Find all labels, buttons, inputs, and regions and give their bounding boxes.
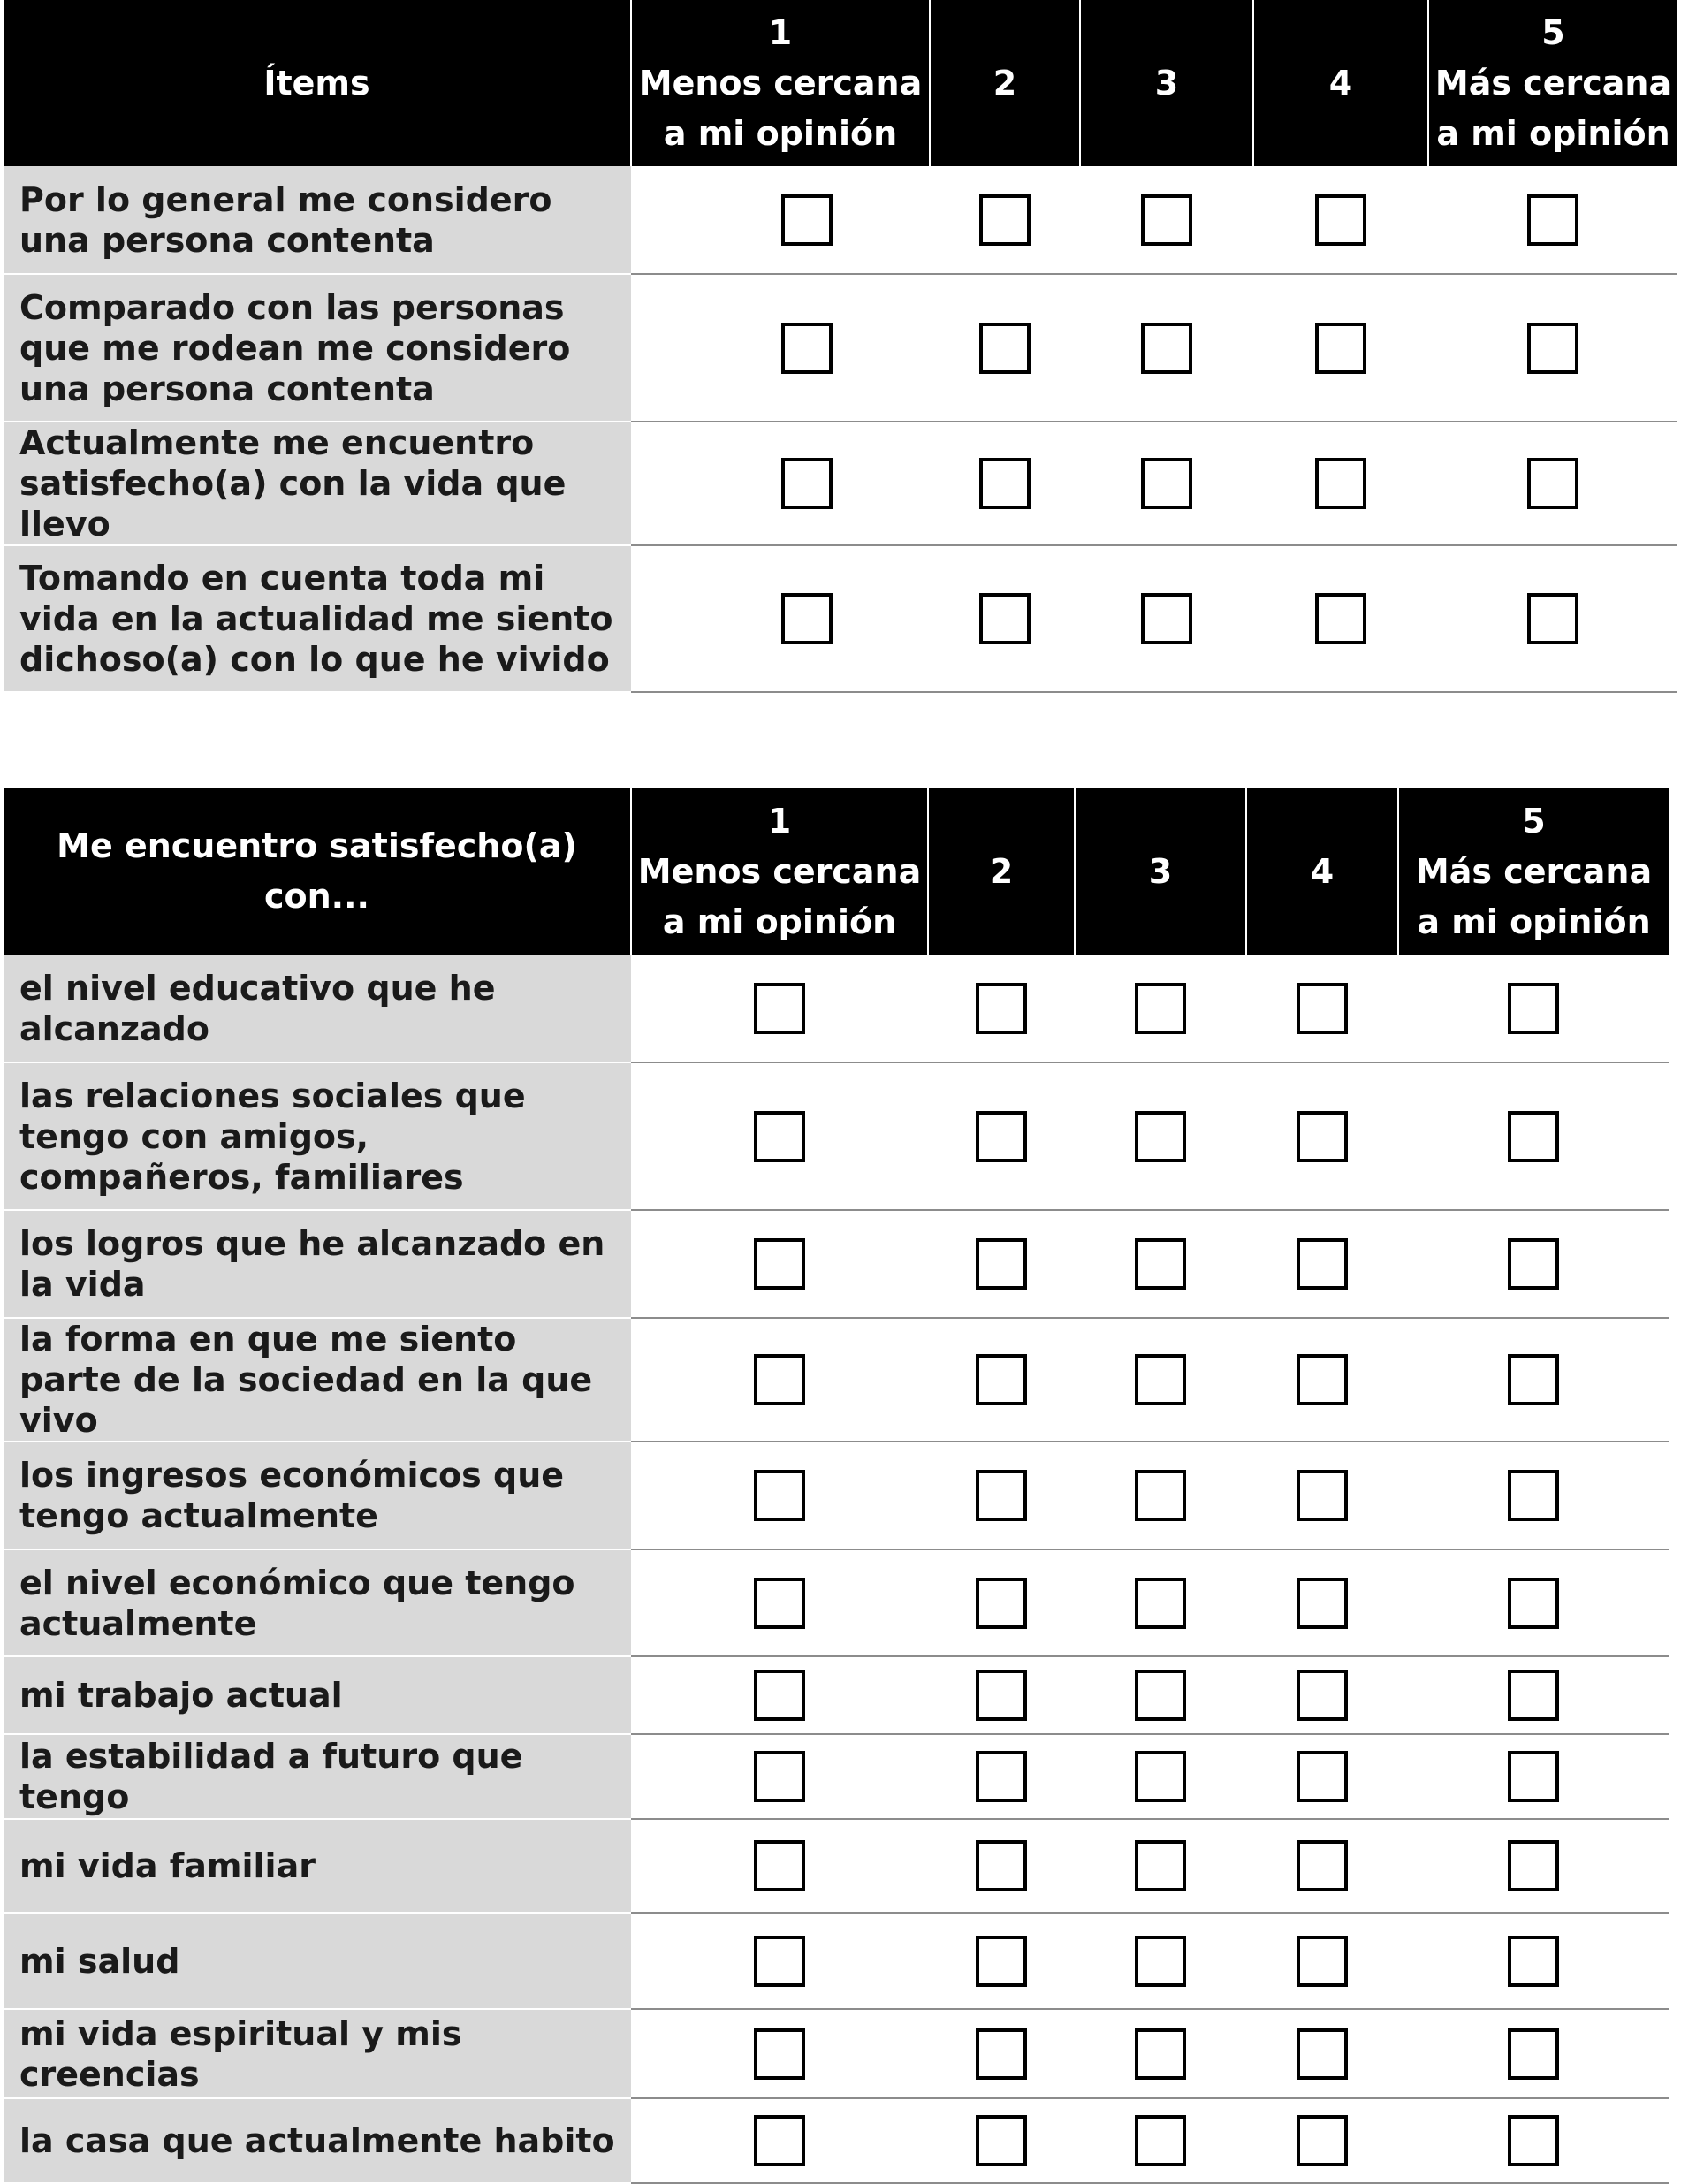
checkbox-4[interactable] xyxy=(1315,458,1366,509)
item-label: mi salud xyxy=(4,1913,631,2009)
checkbox-3[interactable] xyxy=(1135,1238,1186,1290)
checkbox-1[interactable] xyxy=(754,1111,805,1162)
item-label: los ingresos económicos que tengo actualmente xyxy=(4,1442,631,1549)
table-row xyxy=(4,955,1669,1062)
header-scale-4: 4 xyxy=(1246,788,1398,955)
item-label: la estabilidad a futuro que tengo xyxy=(4,1734,631,1819)
checkbox-3[interactable] xyxy=(1135,1670,1186,1721)
checkbox-5[interactable] xyxy=(1508,1670,1559,1721)
scale-1-label-line-2: a mi opinión xyxy=(662,902,897,941)
table-row xyxy=(4,166,1677,274)
checkbox-3[interactable] xyxy=(1135,2028,1186,2080)
checkbox-2[interactable] xyxy=(976,1751,1027,1802)
checkbox-1[interactable] xyxy=(781,458,833,509)
table-row xyxy=(4,1734,1669,1819)
checkbox-5[interactable] xyxy=(1508,1238,1559,1290)
header-scale-1 xyxy=(631,788,928,955)
item-label: los logros que he alcanzado en la vida xyxy=(4,1210,631,1318)
item-label: Tomando en cuenta toda mi vida en la actualidad me siento dichoso(a) con lo que he vivido xyxy=(4,545,631,692)
scale-5-number: 5 xyxy=(1522,801,1546,841)
checkbox-2[interactable] xyxy=(976,1670,1027,1721)
item-label: el nivel económico que tengo actualmente xyxy=(4,1549,631,1656)
checkbox-4[interactable] xyxy=(1297,1470,1348,1521)
checkbox-5[interactable] xyxy=(1527,593,1578,644)
checkbox-4[interactable] xyxy=(1297,1751,1348,1802)
table-row xyxy=(4,1656,1669,1734)
checkbox-5[interactable] xyxy=(1508,2028,1559,2080)
scale-5-number: 5 xyxy=(1541,12,1565,52)
checkbox-4[interactable] xyxy=(1315,593,1366,644)
header-scale-1 xyxy=(631,0,930,166)
checkbox-4[interactable] xyxy=(1297,1578,1348,1629)
checkbox-2[interactable] xyxy=(979,593,1031,644)
item-label: el nivel educativo que he alcanzado xyxy=(4,955,631,1062)
checkbox-2[interactable] xyxy=(979,323,1031,374)
checkbox-1[interactable] xyxy=(754,2115,805,2166)
checkbox-3[interactable] xyxy=(1135,1751,1186,1802)
checkbox-1[interactable] xyxy=(754,1354,805,1405)
survey-table-2 xyxy=(4,788,1669,2184)
checkbox-1[interactable] xyxy=(754,1936,805,1987)
checkbox-2[interactable] xyxy=(976,1238,1027,1290)
checkbox-3[interactable] xyxy=(1141,593,1192,644)
checkbox-3[interactable] xyxy=(1141,458,1192,509)
checkbox-4[interactable] xyxy=(1315,323,1366,374)
item-label: mi vida familiar xyxy=(4,1819,631,1913)
header-scale-2: 2 xyxy=(930,0,1080,166)
table-row xyxy=(4,1062,1669,1210)
checkbox-1[interactable] xyxy=(754,983,805,1034)
checkbox-5[interactable] xyxy=(1508,2115,1559,2166)
table-header-row xyxy=(4,788,1669,955)
checkbox-3[interactable] xyxy=(1135,2115,1186,2166)
checkbox-3[interactable] xyxy=(1135,983,1186,1034)
checkbox-1[interactable] xyxy=(754,1238,805,1290)
header-scale-3: 3 xyxy=(1075,788,1246,955)
checkbox-4[interactable] xyxy=(1297,1111,1348,1162)
item-label: la forma en que me siento parte de la sociedad en la que vivo xyxy=(4,1318,631,1442)
checkbox-5[interactable] xyxy=(1527,194,1578,246)
checkbox-4[interactable] xyxy=(1297,2115,1348,2166)
header-scale-4: 4 xyxy=(1253,0,1428,166)
checkbox-1[interactable] xyxy=(754,1470,805,1521)
table-row xyxy=(4,2009,1669,2098)
checkbox-5[interactable] xyxy=(1508,1936,1559,1987)
checkbox-1[interactable] xyxy=(754,1578,805,1629)
checkbox-2[interactable] xyxy=(976,1470,1027,1521)
table-row xyxy=(4,1442,1669,1549)
header-scale-5 xyxy=(1428,0,1677,166)
checkbox-5[interactable] xyxy=(1508,983,1559,1034)
checkbox-3[interactable] xyxy=(1141,194,1192,246)
checkbox-2[interactable] xyxy=(976,1936,1027,1987)
checkbox-3[interactable] xyxy=(1141,323,1192,374)
checkbox-4[interactable] xyxy=(1297,2028,1348,2080)
checkbox-2[interactable] xyxy=(976,983,1027,1034)
table-row xyxy=(4,1318,1669,1442)
scale-5-label-line-2: a mi opinión xyxy=(1436,113,1670,153)
checkbox-4[interactable] xyxy=(1315,194,1366,246)
table-row xyxy=(4,422,1677,545)
checkbox-1[interactable] xyxy=(781,323,833,374)
checkbox-5[interactable] xyxy=(1508,1840,1559,1891)
scale-1-number: 1 xyxy=(768,12,793,52)
table-row xyxy=(4,274,1677,422)
checkbox-3[interactable] xyxy=(1135,1840,1186,1891)
header-scale-5 xyxy=(1398,788,1669,955)
header-scale-2: 2 xyxy=(928,788,1075,955)
checkbox-3[interactable] xyxy=(1135,1578,1186,1629)
table-row xyxy=(4,1913,1669,2009)
checkbox-5[interactable] xyxy=(1508,1354,1559,1405)
checkbox-5[interactable] xyxy=(1508,1470,1559,1521)
checkbox-4[interactable] xyxy=(1297,1670,1348,1721)
checkbox-3[interactable] xyxy=(1135,1111,1186,1162)
header-scale-3: 3 xyxy=(1080,0,1253,166)
checkbox-2[interactable] xyxy=(979,458,1031,509)
checkbox-2[interactable] xyxy=(976,1354,1027,1405)
checkbox-3[interactable] xyxy=(1135,1354,1186,1405)
checkbox-1[interactable] xyxy=(754,1670,805,1721)
checkbox-2[interactable] xyxy=(976,1840,1027,1891)
checkbox-5[interactable] xyxy=(1508,1578,1559,1629)
checkbox-2[interactable] xyxy=(976,2115,1027,2166)
item-label: Actualmente me encuentro satisfecho(a) con la vida que llevo xyxy=(4,422,631,545)
scale-5-label-line-1: Más cercana xyxy=(1434,63,1672,103)
table-row xyxy=(4,1819,1669,1913)
item-label: mi vida espiritual y mis creencias xyxy=(4,2009,631,2098)
checkbox-4[interactable] xyxy=(1297,1840,1348,1891)
checkbox-3[interactable] xyxy=(1135,1936,1186,1987)
checkbox-1[interactable] xyxy=(754,1751,805,1802)
checkbox-4[interactable] xyxy=(1297,1354,1348,1405)
scale-1-label-line-1: Menos cercana xyxy=(637,851,922,891)
scale-1-label-line-2: a mi opinión xyxy=(663,113,898,153)
scale-1-label-line-1: Menos cercana xyxy=(638,63,923,103)
scale-1-number: 1 xyxy=(767,801,792,841)
checkbox-2[interactable] xyxy=(976,2028,1027,2080)
checkbox-1[interactable] xyxy=(754,2028,805,2080)
item-label: mi trabajo actual xyxy=(4,1656,631,1734)
checkbox-5[interactable] xyxy=(1508,1751,1559,1802)
item-label: Comparado con las personas que me rodean me considero una persona contenta xyxy=(4,274,631,422)
checkbox-1[interactable] xyxy=(754,1840,805,1891)
table-header-row xyxy=(4,0,1677,166)
survey-table-1 xyxy=(4,0,1677,693)
checkbox-4[interactable] xyxy=(1297,1936,1348,1987)
checkbox-1[interactable] xyxy=(781,194,833,246)
checkbox-3[interactable] xyxy=(1135,1470,1186,1521)
checkbox-2[interactable] xyxy=(976,1578,1027,1629)
item-label: la casa que actualmente habito xyxy=(4,2098,631,2183)
checkbox-2[interactable] xyxy=(979,194,1031,246)
table-row xyxy=(4,1549,1669,1656)
scale-5-label-line-2: a mi opinión xyxy=(1417,902,1651,941)
checkbox-5[interactable] xyxy=(1508,1111,1559,1162)
item-label: las relaciones sociales que tengo con amigos, compañeros, familiares xyxy=(4,1062,631,1210)
header-items: Me encuentro satisfecho(a) con... xyxy=(4,788,631,955)
checkbox-5[interactable] xyxy=(1527,458,1578,509)
table-row xyxy=(4,545,1677,692)
item-label: Por lo general me considero una persona contenta xyxy=(4,166,631,274)
header-items: Ítems xyxy=(4,0,631,166)
checkbox-2[interactable] xyxy=(976,1111,1027,1162)
checkbox-5[interactable] xyxy=(1527,323,1578,374)
checkbox-4[interactable] xyxy=(1297,1238,1348,1290)
table-row xyxy=(4,1210,1669,1318)
scale-5-label-line-1: Más cercana xyxy=(1415,851,1653,891)
checkbox-1[interactable] xyxy=(781,593,833,644)
table-row xyxy=(4,2098,1669,2183)
checkbox-4[interactable] xyxy=(1297,983,1348,1034)
